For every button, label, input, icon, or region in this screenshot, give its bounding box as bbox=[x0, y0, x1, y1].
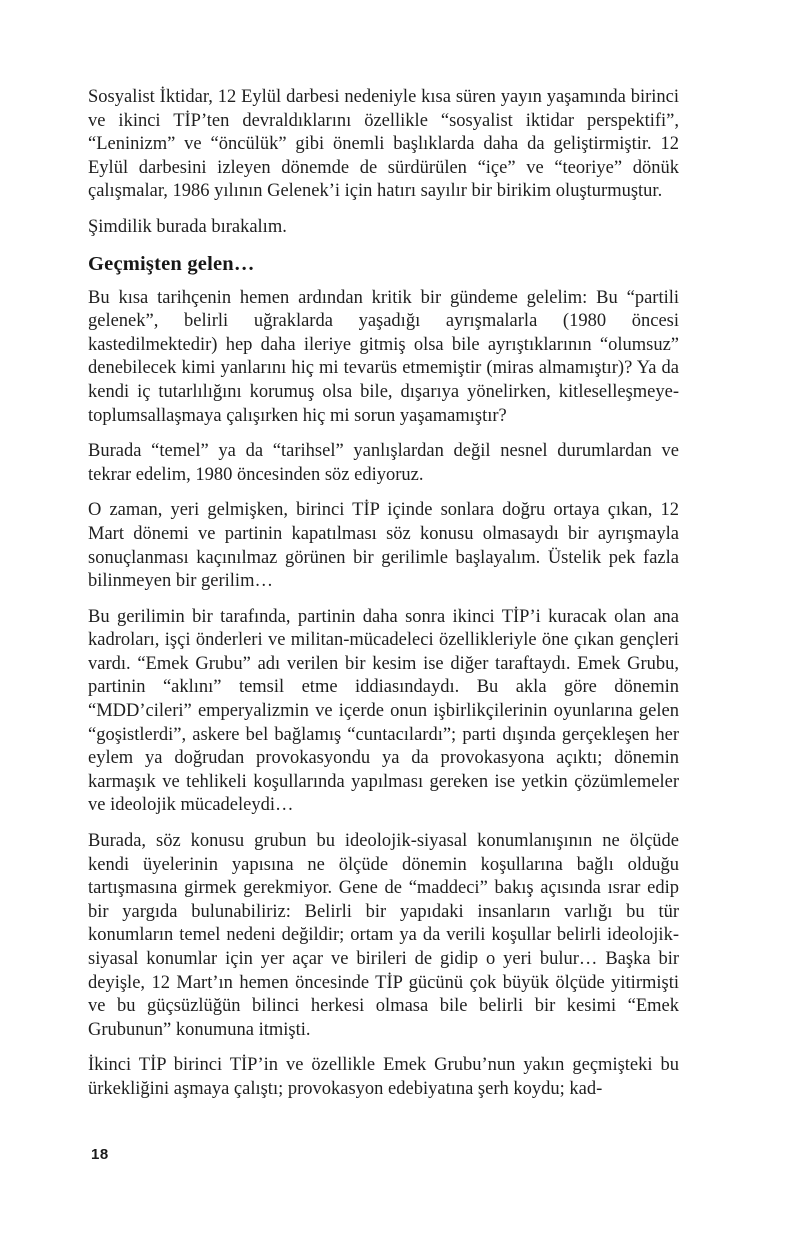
paragraph: Şimdilik burada bırakalım. bbox=[88, 216, 287, 237]
paragraph: İkinci TİP birinci TİP’in ve özellikle Emek Grubu’nun yakın geçmişteki bu ürkekliğini aşmaya çalıştı; provokasyon edebiyatına şerh koydu; kad- bbox=[88, 1055, 679, 1099]
paragraph: Burada “temel” ya da “tarihsel” yanlışlardan değil nesnel durumlardan ve tekrar edelim, 1980 öncesinden söz ediyoruz. bbox=[88, 441, 679, 485]
paragraph: Bu gerilimin bir tarafında, partinin daha sonra ikinci TİP’i kuracak olan ana kadroları, işçi önderleri ve militan-mücadeleci özellikleriyle öne çıkan gençleri vardı. “Emek Grubu” adı verilen bir kesim ise diğer taraftaydı. Emek Grubu, partinin “aklını” temsil etme iddiasındaydı. Bu akla göre dönemin “MDD’cileri” emperyalizmin ve içerde onun işbirlikçilerinin oyunlarına gelen “goşistlerdi”, askere bel bağlamış “cuntacılardı”; parti dışında gerçekleşen her eylem ya doğrudan provokasyondu ya da provokasyona açıktı; dönemin karmaşık ve tehlikeli koşullarında yapılması gereken ise yetkin çözümlemeler ve ideolojik mücadeleydi… bbox=[88, 606, 679, 816]
paragraph: O zaman, yeri gelmişken, birinci TİP içinde sonlara doğru ortaya çıkan, 12 Mart dönemi ve partinin kapatılması söz konusu olmasaydı bir ayrışmayla sonuçlanması kaçınılmaz görünen bir gerilimle başlayalım. Üstelik pek fazla bilinmeyen bir gerilim… bbox=[88, 500, 679, 592]
paragraph: Sosyalist İktidar, 12 Eylül darbesi nedeniyle kısa süren yayın yaşamında birinci ve ikinci TİP’ten devraldıklarını özellikle “sosyalist iktidar perspektifi”, “Leninizm” ve “öncülük” gibi önemli başlıklarda daha da geliştirmiştir. 12 Eylül darbesini izleyen dönemde de sürdürülen “içe” ve “teoriye” dönük çalışmalar, 1986 yılının Gelenek’i için hatırı sayılır bir birikim oluşturmuştur. bbox=[88, 87, 679, 202]
paragraph: Burada, söz konusu grubun bu ideolojik-siyasal konumlanışının ne ölçüde kendi üyelerinin yapısına ne ölçüde dönemin koşullarına bağlı olduğu tartışmasına girmek gerekmiyor. Gene de “maddeci” bakış açısında ısrar edip bir yargıda bulunabiliriz: Belirli bir yapıdaki insanların varlığı bu tür konumların temel nedeni değildir; ortam ya da verili koşullar belirli ideolojik-siyasal konumlar için yer açar ve birileri de gidip o yeri bulur… Başka bir deyişle, 12 Mart’ın hemen öncesinde TİP gücünü çok büyük ölçüde yitirmişti ve bu güçsüzlüğün bilinci herkesi olmasa bile belirli bir kesimi “Emek Grubunun” konumuna itmişti. bbox=[88, 831, 679, 1040]
section-heading: Geçmişten gelen… bbox=[88, 252, 255, 275]
page-number: 18 bbox=[91, 1146, 109, 1163]
text-column bbox=[88, 86, 679, 1114]
paragraph: Bu kısa tarihçenin hemen ardından kritik bir gündeme gelelim: Bu “partili gelenek”, belirli uğraklarda yaşadığı ayrışmalarla (1980 öncesi kastedilmektedir) hep daha ileriye gitmiş olsa bile ayrıştıklarının “olumsuz” denebilecek kimi yanlarını hiç mi tevarüs etmemiştir (miras almamıştır)? Ya da kendi iç tutarlılığını korumuş olsa bile, dışarıya yönelirken, kitleselleşmeye-toplumsallaşmaya çalışırken hiç mi sorun yaşamamıştır? bbox=[88, 287, 679, 426]
